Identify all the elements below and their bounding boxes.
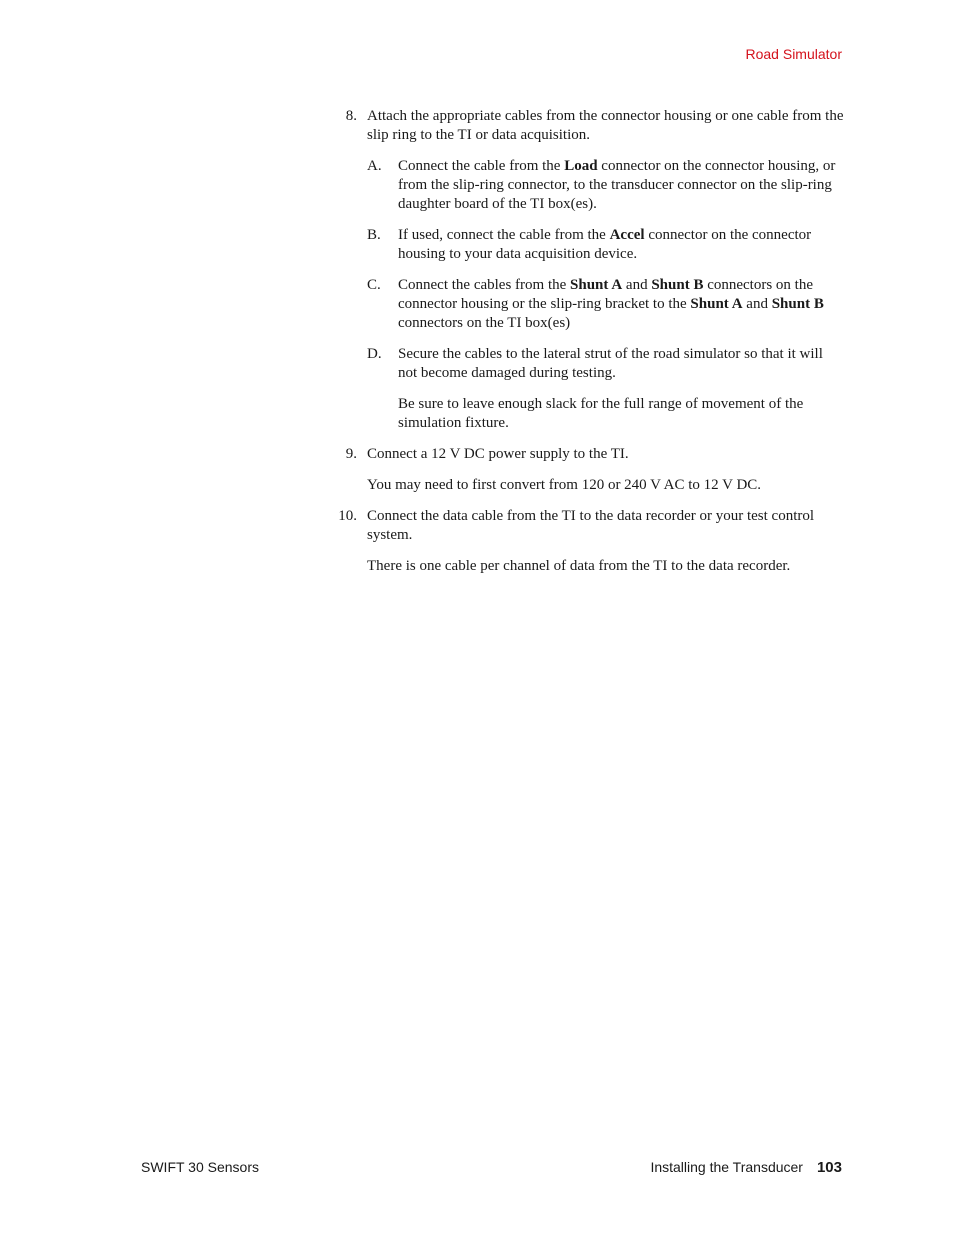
text-run: connectors on the TI box(es) — [398, 315, 571, 331]
substep-text — [398, 157, 844, 214]
substep-label: A. — [367, 158, 382, 174]
substep-label: C. — [367, 277, 381, 293]
step-note: You may need to first convert from 120 or 240 V AC to 12 V DC. — [367, 477, 762, 493]
substep-text: Secure the cables to the lateral strut of the road simulator so that it will not become damaged during testing. — [398, 346, 823, 381]
bold-term-shunt-b: Shunt B — [771, 296, 824, 312]
substep-d — [367, 345, 844, 433]
step-number: 9. — [345, 446, 357, 462]
procedure-content — [336, 107, 844, 588]
page-number: 103 — [816, 1159, 842, 1176]
step-10 — [336, 507, 844, 576]
running-header: Road Simulator — [745, 46, 842, 62]
text-run: and — [622, 277, 652, 293]
bold-term-shunt-a: Shunt A — [690, 296, 743, 312]
bold-term-accel: Accel — [609, 227, 645, 243]
text-run: Connect the cable from the — [398, 158, 565, 174]
step-text: Connect the data cable from the TI to the data recorder or your test control system. — [367, 508, 815, 543]
footer-chapter: Installing the Transducer — [650, 1159, 803, 1175]
text-run: Connect the cables from the — [398, 277, 571, 293]
substep-label: D. — [367, 346, 382, 362]
step-number: 8. — [345, 108, 357, 124]
bold-term-shunt-a: Shunt A — [570, 277, 623, 293]
substep-text — [398, 226, 844, 264]
step-text: Connect a 12 V DC power supply to the TI. — [367, 446, 629, 462]
bold-term-shunt-b: Shunt B — [651, 277, 704, 293]
text-run: connector on the connector housing to your data acquisition device. — [398, 227, 812, 262]
step-number: 10. — [338, 508, 357, 524]
substep-note: Be sure to leave enough slack for the full range of movement of the simulation fixture. — [398, 396, 804, 431]
text-run: connectors on the connector housing or the slip-ring bracket to the — [398, 277, 814, 312]
text-run: and — [742, 296, 772, 312]
substep-a — [367, 157, 844, 214]
substep-label: B. — [367, 227, 381, 243]
step-note: There is one cable per channel of data from the TI to the data recorder. — [367, 558, 791, 574]
step-9 — [336, 445, 844, 495]
text-run: connector on the connector housing, or from the slip-ring connector, to the transducer connector on the slip-ring daughter board of the TI box(es). — [398, 158, 836, 212]
substep-text — [398, 276, 844, 333]
substep-c — [367, 276, 844, 333]
substep-b — [367, 226, 844, 264]
text-run: If used, connect the cable from the — [398, 227, 610, 243]
step-text: Attach the appropriate cables from the connector housing or one cable from the slip ring to the TI or data acquisition. — [367, 108, 844, 143]
footer-product: SWIFT 30 Sensors — [141, 1159, 260, 1175]
bold-term-load: Load — [564, 158, 598, 174]
step-8 — [336, 107, 844, 433]
footer-right — [650, 1159, 842, 1176]
